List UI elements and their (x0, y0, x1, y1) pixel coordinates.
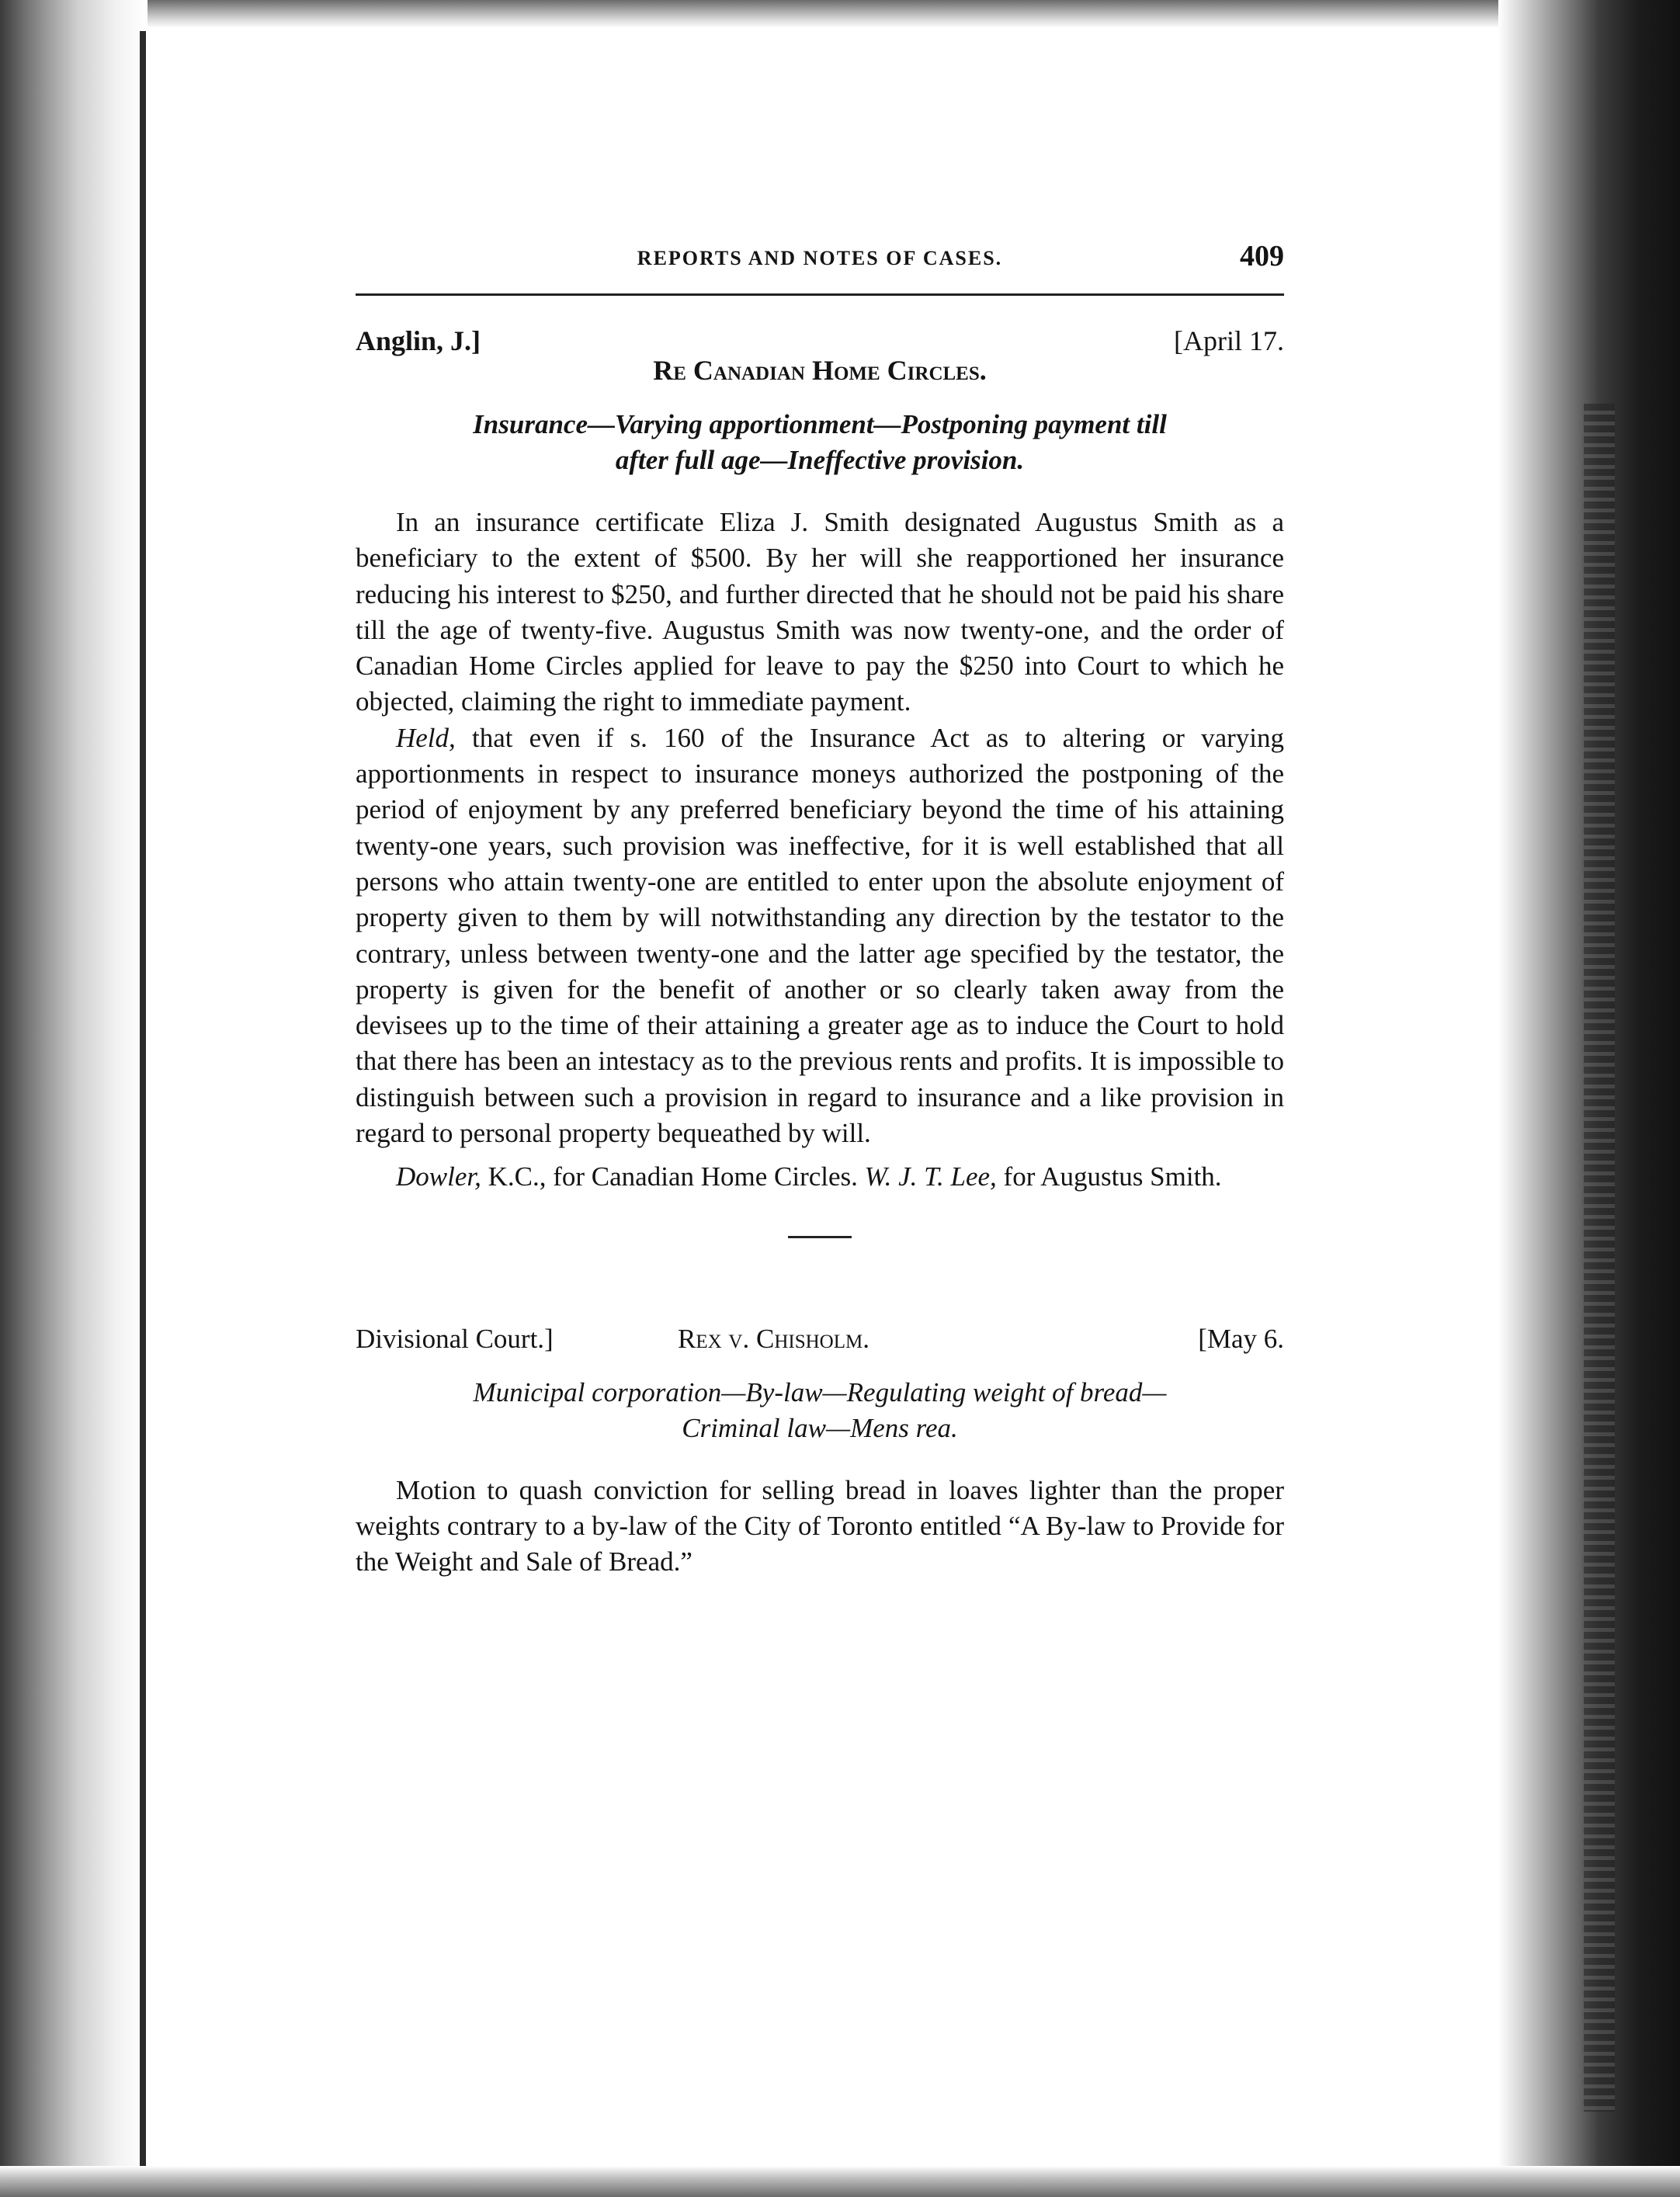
case-header (356, 1324, 1284, 1364)
counsel-name: Dowler, (396, 1161, 481, 1192)
scan-bottom-edge (0, 2166, 1680, 2197)
scan-left-edge (0, 0, 148, 2197)
counsel-text: K.C., for Canadian Home Circles. (481, 1161, 865, 1192)
headnote (356, 407, 1284, 478)
holding-text: that even if s. 160 of the Insurance Act as to altering or varying apportionments in respect to insurance moneys authorized the postponing of the period of enjoyment by any preferred beneficiary beyond the time of his attaining twenty-one years, such provision was ineffective, for it is well established that all persons who attain twenty-one are entitled to enter upon the absolute enjoyment of property given to them by will notwithstanding any direction by the testator to the contrary, unless between twenty-one and the latter age specified by the testator, the property is given for the benefit of another or so clearly taken away from the devisees up to the time of their attaining a greater age as to induce the Court to hold that there has been an intestacy as to the previous rents and profits. It is impossible to distinguish between such a provision in regard to insurance and a like provision in regard to personal property bequeathed by will. (356, 722, 1284, 1149)
court: Divisional Court.] (356, 1323, 554, 1354)
running-head (356, 233, 1284, 279)
page-number: 409 (1240, 240, 1284, 272)
headnote-line: after full age—Ineffective provision. (615, 445, 1025, 475)
case-rex-v-chisholm (356, 1324, 1284, 1581)
held-label: Held, (396, 722, 456, 753)
case-header (356, 325, 1284, 399)
document-page (356, 233, 1284, 1581)
headnote (356, 1375, 1284, 1446)
scan-top-edge (0, 0, 1680, 28)
case-separator (788, 1236, 852, 1238)
scan-right-texture (1584, 404, 1615, 2112)
judge: Anglin, J.] (356, 325, 481, 356)
counsel-text: for Augustus Smith. (996, 1161, 1222, 1192)
header-rule (356, 293, 1284, 296)
case-canadian-home-circles (356, 325, 1284, 1196)
headnote-line: Municipal corporation—By-law—Regulating weight of bread— (473, 1376, 1167, 1407)
motion-paragraph: Motion to quash conviction for selling bread in loaves lighter than the proper weights contrary to a by-law of the City of Toronto entitled “A By-law to Provide for the Weight and Sale of Bread.” (356, 1474, 1284, 1577)
scan-left-binding (140, 31, 146, 2166)
counsel-paragraph (356, 1159, 1284, 1195)
running-title: REPORTS AND NOTES OF CASES. (637, 247, 1003, 269)
case-date: [April 17. (1174, 325, 1284, 356)
holding-paragraph (356, 720, 1284, 1152)
case-title: Re Canadian Home Circles. (653, 355, 987, 386)
headnote-line: Insurance—Varying apportionment—Postponing payment till (473, 409, 1167, 439)
counsel-name: W. J. T. Lee, (864, 1161, 997, 1192)
headnote-line: Criminal law—Mens rea. (682, 1412, 958, 1443)
case-title: Rex v. Chisholm. (678, 1323, 870, 1354)
case-date: [May 6. (1198, 1323, 1284, 1354)
facts-paragraph: In an insurance certificate Eliza J. Smith designated Augustus Smith as a beneficiary to the extent of $500. By her will she reapportioned her insurance reducing his interest to $250, and further directed that he should not be paid his share till the age of twenty-five. Augustus Smith was now twenty-one, and the order of Canadian Home Circles applied for leave to pay the $250 into Court to which he objected, claiming the right to immediate payment. (356, 507, 1284, 717)
